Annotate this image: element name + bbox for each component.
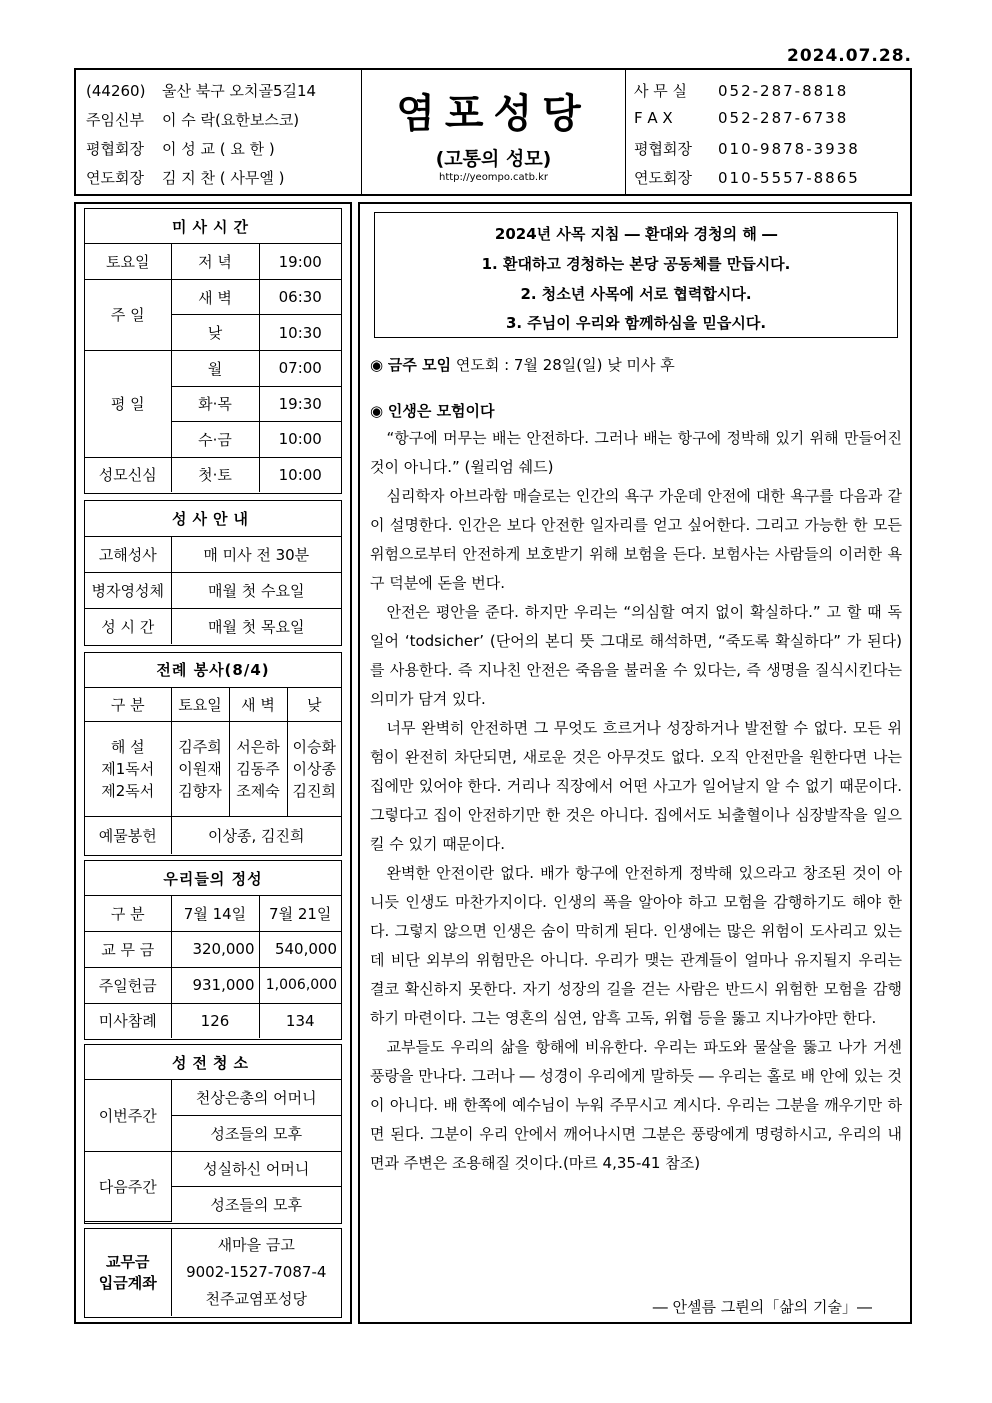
liturgy-box bbox=[84, 652, 342, 856]
church-subtitle: (고통의 성모) bbox=[435, 148, 552, 170]
mission-item: 2. 청소년 사목에 서로 협력합시다. bbox=[520, 285, 752, 303]
article-paragraph: “항구에 머무는 배는 안전하다. 그러나 배는 항구에 정박해 있기 위해 만들어진 것이 아니다.” (윌리엄 쉐드) bbox=[370, 429, 902, 476]
table-row: 화·목 19:30 bbox=[85, 386, 341, 422]
article-paragraph: 완벽한 안전이란 없다. 배가 항구에 안전하게 정박해 있으라고 창조된 것이 아니듯 인생도 마찬가지이다. 인생의 폭을 알아야 하고 모험을 감행하기도 해야 한다. 그렇지 않으면 인생은 숨이 막히게 된다. 인생에는 많은 위험이 도사리고 있는데 비단 외부의 위험만은 아니다. 우리가 맺는 관계들이 얼마나 유지될지 우리는 결코 확신하지 못한다. 자기 성장의 길을 걷는 사람은 반드시 위험한 모험을 감행하기 마련이다. 그는 영혼의 심연, 암흑 고독, 위협 등을 뚫고 지나가야만 한다. bbox=[370, 864, 902, 1027]
article-signature: ― 안셀름 그륀의「삶의 기술」― bbox=[652, 1298, 872, 1316]
contact-council: 평협회장 010-9878-3938 bbox=[634, 140, 860, 158]
header-pastor: 주임신부 이 수 락(요한보스코) bbox=[86, 111, 300, 129]
table-row: 성모신심 첫·토 10:00 bbox=[85, 457, 341, 492]
account-holder: 천주교염포성당 bbox=[205, 1290, 307, 1308]
table-row: 성조들의 모후 bbox=[85, 1115, 341, 1151]
article-title: 인생은 모험이다 bbox=[387, 402, 495, 420]
header-title-block bbox=[362, 70, 626, 194]
table-row: 구 분 7월 14일 7월 21일 bbox=[85, 896, 341, 932]
contact-fax: F A X 052-287-6738 bbox=[634, 109, 849, 127]
pastoral-mission-box bbox=[374, 212, 898, 338]
account-number: 9002-1527-7087-4 bbox=[186, 1263, 327, 1281]
account-label: 교무금 bbox=[106, 1252, 150, 1271]
mass-times-table bbox=[85, 209, 341, 492]
table-row: 미사참례 126 134 bbox=[85, 1003, 341, 1038]
table-row: 수·금 10:00 bbox=[85, 422, 341, 458]
table-row: 이번주간 천상은총의 어머니 bbox=[85, 1080, 341, 1116]
header-info-left bbox=[76, 70, 362, 194]
header-council-president: 평협회장 이 성 교 ( 요 한 ) bbox=[86, 140, 275, 158]
church-url[interactable]: http://yeompo.catb.kr bbox=[438, 172, 548, 183]
contact-office: 사 무 실 052-287-8818 bbox=[634, 82, 849, 100]
church-name: 염포성당 bbox=[396, 91, 591, 137]
article-paragraph: 안전은 평안을 준다. 하지만 우리는 “의심할 여지 없이 확실하다.” 고 할 때 독일어 ‘todsicher’ (단어의 본디 뜻 그대로 해석하면, “죽도록 확실하다” 가 된다)를 사용한다. 즉 지나친 안전은 죽음을 불러올 수 있다는, 즉 생명을 질식시킨다는 의미가 담겨 있다. bbox=[370, 603, 902, 708]
meeting-text: 연도회 : 7월 28일(일) 낮 미사 후 bbox=[455, 356, 675, 374]
table-row: 고해성사 매 미사 전 30분 bbox=[85, 536, 341, 572]
table-row: 예물봉헌 이상종, 김진희 bbox=[85, 816, 341, 854]
bulletin-header bbox=[74, 68, 912, 196]
bullet-icon: ◉ bbox=[370, 402, 384, 420]
table-row: 성 시 간 매월 첫 목요일 bbox=[85, 609, 341, 644]
liturgy-title: 전례 봉사(8/4) bbox=[85, 653, 341, 687]
contact-yeondo: 연도회장 010-5557-8865 bbox=[634, 169, 860, 187]
sacrament-title: 성사안내 bbox=[85, 501, 341, 536]
bulletin-date: 2024.07.28. bbox=[786, 46, 912, 66]
cleaning-box bbox=[84, 1044, 342, 1224]
table-row: 주 일 새 벽 06:30 bbox=[85, 279, 341, 315]
table-row: 평 일 월 07:00 bbox=[85, 350, 341, 386]
mission-item: 1. 환대하고 경청하는 본당 공동체를 만듭시다. bbox=[481, 255, 791, 273]
article-paragraph: 너무 완벽히 안전하면 그 무엇도 흐르거나 성장하거나 발전할 수 없다. 모든 위험이 완전히 차단되면, 새로운 것은 아무것도 없다. 오직 안전만을 원한다면 나는 집에만 있어야 한다. 거리나 직장에서 어떤 사고가 일어날지 알 수 없기 때문이다. 그렇다고 집이 안전하기만 한 것은 아니다. 집에서도 뇌출혈이나 심장발작을 일으킬 수 있기 때문이다. bbox=[370, 719, 902, 853]
weekly-meeting bbox=[370, 354, 675, 375]
account-bank: 새마을 금고 bbox=[217, 1236, 295, 1254]
table-row: 성조들의 모후 bbox=[85, 1187, 341, 1222]
header-contacts bbox=[626, 70, 910, 194]
article-body bbox=[370, 424, 902, 1178]
account-table: 교무금 입금계좌 새마을 금고 9002-1527-7087-4 천주교염포성당 bbox=[85, 1229, 341, 1316]
table-row: 병자영성체 매월 첫 수요일 bbox=[85, 572, 341, 608]
table-row: 주일헌금 931,000 1,006,000 bbox=[85, 967, 341, 1003]
cleaning-title: 성전청소 bbox=[85, 1045, 341, 1080]
right-column bbox=[358, 202, 912, 1324]
table-row: 다음주간 성실하신 어머니 bbox=[85, 1151, 341, 1187]
table-row: 교 무 금 320,000 540,000 bbox=[85, 932, 341, 968]
mission-title: 2024년 사목 지침 ― 환대와 경청의 해 ― bbox=[494, 225, 778, 243]
header-yeondo-president: 연도회장 김 지 찬 ( 사무엘 ) bbox=[86, 169, 285, 187]
table-row: 구 분 토요일 새 벽 낮 bbox=[85, 687, 341, 721]
mission-item: 3. 주님이 우리와 함께하심을 믿읍시다. bbox=[505, 314, 767, 332]
mass-times-title: 미사시간 bbox=[85, 209, 341, 244]
article-paragraph: 심리학자 아브라함 매슬로는 인간의 욕구 가운데 안전에 대한 욕구를 다음과 같이 설명한다. 인간은 보다 안전한 일자리를 얻고 싶어한다. 그리고 가능한 한 모든 위험으로부터 안전하게 보호받기 위해 보험을 든다. 보험사는 사람들의 이러한 욕구 덕분에 돈을 번다. bbox=[370, 487, 902, 592]
mass-times-box bbox=[84, 208, 342, 494]
sacrament-box bbox=[84, 500, 342, 646]
bullet-icon: ◉ bbox=[370, 356, 384, 374]
table-row: 낮 10:30 bbox=[85, 315, 341, 351]
finance-table bbox=[85, 861, 341, 1038]
meeting-label: 금주 모임 bbox=[387, 356, 452, 374]
liturgy-table bbox=[85, 653, 341, 854]
sacrament-table bbox=[85, 501, 341, 644]
left-column bbox=[74, 202, 352, 1324]
table-row: 토요일 저 녁 19:00 bbox=[85, 244, 341, 280]
article-paragraph: 교부들도 우리의 삶을 항해에 비유한다. 우리는 파도와 물살을 뚫고 나가 거센 풍랑을 만나다. 그러나 ― 성경이 우리에게 말하듯 ― 우리는 홀로 배 안에 있는 것이 아니다. 배 한쪽에 예수님이 누워 주무시고 계시다. 우리는 그분을 깨우기만 하면 된다. 그분이 우리 안에서 깨어나시면 그분은 풍랑에게 명령하시고, 우리의 내면과 주변은 조용해질 것이다.(마르 4,35-41 참조) bbox=[370, 1038, 902, 1172]
account-box bbox=[84, 1228, 342, 1318]
article-heading bbox=[370, 400, 495, 421]
finance-box bbox=[84, 860, 342, 1040]
finance-title: 우리들의 정성 bbox=[85, 861, 341, 896]
header-address: (44260) 울산 북구 오치골5길14 bbox=[86, 82, 317, 100]
table-row: 해 설 제1독서 제2독서 김주희 이원재 김향자 서은하 김동주 조제숙 이승화 이상종 김진희 bbox=[85, 721, 341, 816]
cleaning-table bbox=[85, 1045, 341, 1222]
